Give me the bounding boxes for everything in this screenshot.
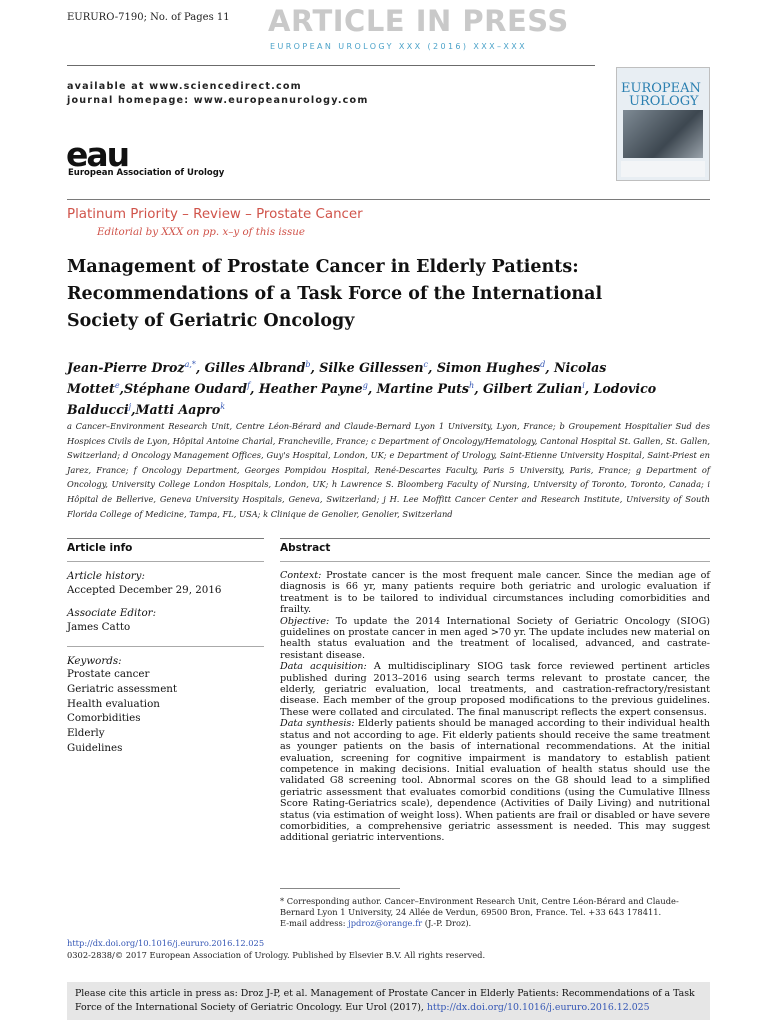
abstract-objective [280, 616, 710, 662]
author-separator: , [474, 381, 483, 397]
eau-logo [66, 135, 226, 185]
author-separator: , [250, 381, 259, 397]
context-label: Context: [280, 570, 322, 581]
context-text: Prostate cancer is the most frequent male cancer. Since the median age of diagnosis is 66 yr, many patients require both geriatric and urologic evaluation if treatment is to be tailored to individual circumstances including comorbidities and frailty. [280, 570, 710, 616]
author-separator: , [367, 381, 377, 397]
citation-doi-link[interactable]: http://dx.doi.org/10.1016/j.eururo.2016.12.025 [426, 1001, 650, 1013]
citation-text: Please cite this article in press as: Droz J-P, et al. Management of Prostate Cancer in Elderly Patients: Recommendations of a Task Force of the International Society of Geriatric Oncology. Eur Urol (2017), [75, 988, 695, 1013]
keyword-item: Prostate cancer [67, 668, 150, 680]
email-label: E-mail address: [280, 918, 346, 929]
cover-title-line1: EUROPEAN [621, 81, 701, 96]
author-affiliation-marker[interactable]: g [362, 381, 368, 391]
author-name: Matti Aapro [135, 402, 221, 418]
author-affiliation-marker[interactable]: b [305, 360, 311, 369]
history-value: Accepted December 29, 2016 [67, 584, 222, 596]
title-line-2: Recommendations of a Task Force of the International [67, 284, 603, 304]
author-affiliation-marker[interactable]: f [247, 381, 251, 391]
author-separator: , [195, 360, 205, 376]
article-info-rule [67, 538, 264, 539]
title-line-3: Society of Geriatric Oncology [67, 311, 355, 331]
author-name: Martine Puts [376, 381, 470, 397]
author-separator: , [584, 381, 594, 397]
sciencedirect-link[interactable]: available at www.sciencedirect.com [67, 81, 302, 92]
abstract-acquisition [280, 661, 710, 718]
associate-editor [67, 607, 264, 633]
journal-links [67, 80, 369, 108]
cover-image [623, 110, 703, 158]
cover-footer [621, 161, 705, 177]
author-affiliation-marker[interactable]: j [128, 402, 132, 412]
affiliations [67, 419, 710, 521]
author-name: Jean-Pierre Droz [67, 360, 185, 376]
author-name: Silke Gillessen [319, 360, 424, 376]
journal-homepage-link[interactable]: journal homepage: www.europeanurology.com [67, 95, 369, 106]
author-name: Gilbert Zulian [482, 381, 583, 397]
author-affiliation-marker[interactable]: h [469, 381, 475, 391]
keyword-item: Guidelines [67, 741, 123, 754]
eau-logo-caption: European Association of Urology [68, 168, 225, 178]
author-name: Simon Hughes [436, 360, 541, 376]
email-suffix: (J.-P. Droz). [424, 918, 472, 929]
footnote-rule [280, 888, 400, 889]
author-separator: , [131, 402, 136, 418]
abstract-rule [280, 538, 710, 539]
header-divider [67, 65, 595, 66]
author-affiliation-marker[interactable]: e [114, 381, 120, 391]
footnote-text: Corresponding author. Cancer–Environment Research Unit, Centre Léon-Bérard and Claude-Bernard Lyon 1 University, 24 Allée de Verdun, 69500 Bron, France. Tel. +33 643 178411. [280, 896, 679, 918]
author-name: Stéphane Oudard [123, 381, 248, 397]
article-info-subrule [67, 561, 264, 562]
synthesis-label: Data synthesis: [280, 718, 355, 730]
acquisition-label: Data acquisition: [280, 661, 367, 673]
abstract-synthesis [280, 718, 710, 843]
author-name: Nicolas Mottet [67, 360, 607, 397]
author-affiliation-marker[interactable]: c [423, 360, 429, 369]
abstract-context [280, 570, 710, 616]
abstract-subrule [280, 561, 710, 562]
article-title [67, 254, 687, 335]
copyright-line: 0302-2838/© 2017 European Association of Urology. Published by Elsevier B.V. All rights reserved. [67, 950, 486, 960]
corresponding-author-footnote [280, 896, 710, 930]
author-affiliation-marker[interactable]: d [540, 360, 546, 369]
article-category: Platinum Priority – Review – Prostate Cancer [67, 207, 363, 222]
author-separator: , [428, 360, 437, 376]
keywords-rule [67, 646, 264, 647]
editor-value: James Catto [67, 621, 131, 633]
affiliations-text: a Cancer–Environment Research Unit, Centre Léon-Bérard and Claude-Bernard Lyon 1 University, Lyon, France; b Groupement Hospitalier Sud des Hospices Civils de Lyon, Hôpital Antoine Charial, Francheville, France; c Department of Oncology/Hematology, Cantonal Hospital St. Gallen, St. Gallen, Switzerland; d Oncology Management Offices, Guy's Hospital, London, UK; e Department of Urology, Saint-Etienne University Hospital, Saint-Priest en Jarez, France; f Oncology Department, Georges Pompidou Hospital, René-Descartes Faculty, Paris 5 University, Paris, France; g Department of Oncology, University College London Hospitals, London, UK; h Lawrence S. Bloomberg Faculty of Nursing, University of Toronto, Toronto, Canada; i Hôpital de Bellerive, Geneva University Hospitals, Geneva, Switzerland; j H. Lee Moffitt Cancer Center and Research Institute, University of South Florida College of Medicine, Tampa, FL, USA; k Clinique de Genolier, Genolier, Switzerland [67, 421, 710, 519]
editor-label: Associate Editor: [67, 607, 157, 619]
footnote-star: * [280, 896, 285, 906]
editorial-note: Editorial by XXX on pp. x–y of this issue [97, 226, 305, 238]
author-separator: , [310, 360, 320, 376]
keyword-item: Health evaluation [67, 697, 160, 710]
author-separator: , [119, 381, 124, 397]
doi-link[interactable]: http://dx.doi.org/10.1016/j.eururo.2016.12.025 [67, 938, 265, 948]
author-list [67, 356, 727, 420]
keywords-label: Keywords: [67, 655, 122, 667]
objective-label: Objective: [280, 615, 330, 627]
acquisition-text: A multidisciplinary SIOG task force reviewed pertinent articles published during 2013–2016 using search terms relevant to prostate cancer, the elderly, geriatric evaluation, local treatments, and castration-refractory/resistant disease. Each member of the group proposed modifications to the previous guidelines. These were collated and circulated. The final manuscript reflects the expert consensus. [280, 661, 710, 718]
author-name: Heather Payne [258, 381, 363, 397]
journal-running-head: EUROPEAN UROLOGY XXX (2016) XXX–XXX [270, 42, 528, 51]
author-separator: , [545, 360, 554, 376]
article-info-heading: Article info [67, 542, 133, 554]
manuscript-id: EURURO-7190; No. of Pages 11 [67, 12, 230, 23]
journal-cover-thumbnail [616, 67, 710, 181]
keywords-list [67, 667, 264, 756]
keywords [67, 655, 264, 756]
eau-logo-mark: eau [66, 135, 129, 174]
email-link[interactable]: jpdroz@orange.fr [348, 918, 423, 929]
abstract-body [280, 570, 710, 844]
author-affiliation-marker[interactable]: i [582, 381, 585, 391]
history-label: Article history: [67, 570, 145, 582]
keyword-item: Elderly [67, 727, 105, 740]
cover-title-line2: UROLOGY [629, 94, 699, 109]
keyword-item: Comorbidities [67, 712, 141, 725]
author-name: Gilles Albrand [204, 360, 306, 376]
article-in-press-banner: ARTICLE IN PRESS [268, 4, 569, 38]
article-history [67, 570, 264, 596]
abstract-heading: Abstract [280, 542, 331, 554]
synthesis-text: Elderly patients should be managed according to their individual health status and not according to age. Fit elderly patients should receive the same treatment as younger patients on the basis of international recommendations. At the initial evaluation, screening for cognitive impairment is mandatory to establish patient competence in making decisions. Initial evaluation of health status should use the validated G8 screening tool. Abnormal scores on the G8 should lead to a simplified geriatric assessment that evaluates comorbid conditions (using the Cumulative Illness Score Rating-Geriatrics scale), dependence (Activities of Daily Living) and nutritional status (via estimation of weight loss). When patients are frail or disabled or have severe comorbidities, a comprehensive geriatric assessment is needed. This may suggest additional geriatric interventions. [280, 718, 710, 844]
objective-text: To update the 2014 International Society of Geriatric Oncology (SIOG) guidelines on prostate cancer in men aged >70 yr. The update includes new material on health status evaluation and the treatment of localised, advanced, and castrate-resistant disease. [280, 615, 710, 661]
citation-box [67, 982, 710, 1020]
author-affiliation-marker[interactable]: k [220, 402, 226, 412]
author-name: Lodovico Balducci [67, 381, 657, 418]
cover-title [621, 82, 701, 108]
title-line-1: Management of Prostate Cancer in Elderly Patients: [67, 257, 579, 277]
title-divider [67, 199, 710, 200]
author-affiliation-marker[interactable]: a,* [184, 360, 196, 369]
keyword-item: Geriatric assessment [67, 682, 178, 695]
